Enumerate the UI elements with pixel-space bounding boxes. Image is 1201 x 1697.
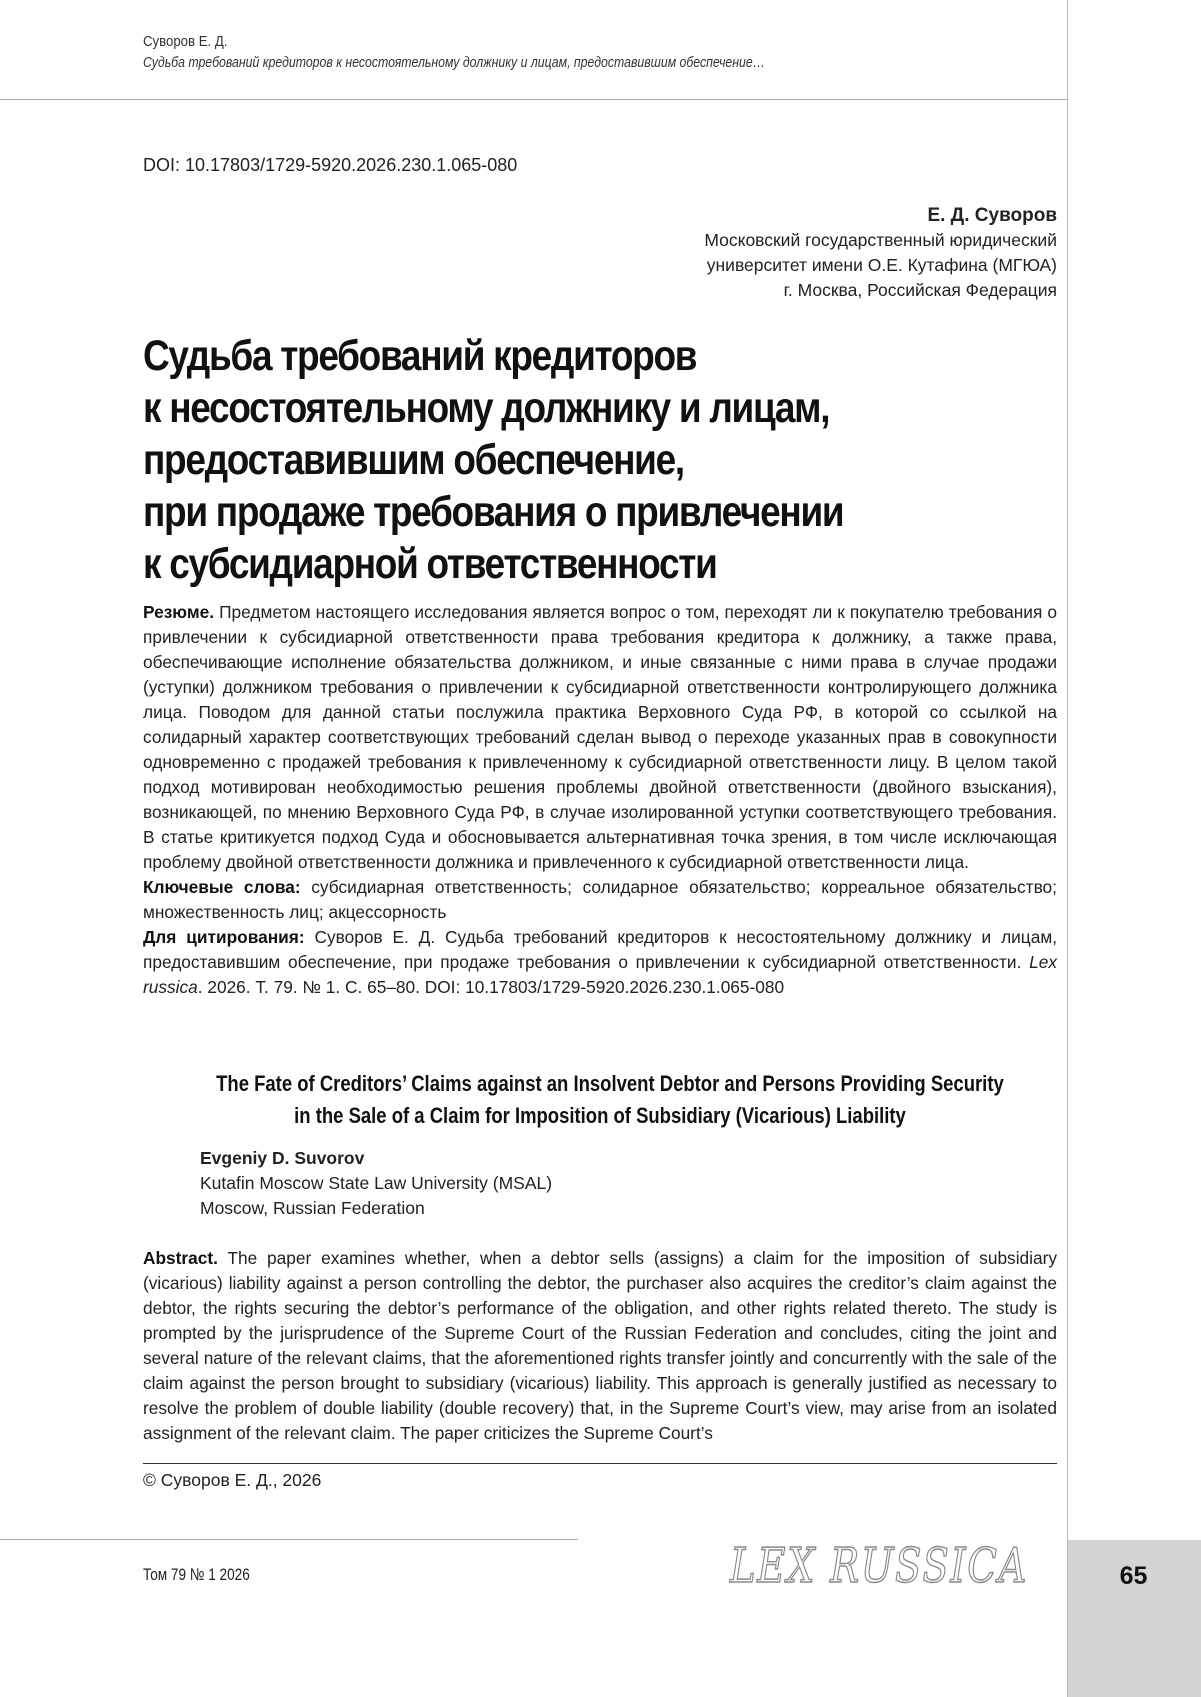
english-abstract (143, 1246, 1057, 1446)
lex-russica-logo (727, 1532, 1032, 1596)
keywords-text: субсидиарная ответственность; солидарное обязательство; корреальное обязательство; множественность лиц; акцессорность (143, 877, 1057, 922)
summary-paragraph (143, 600, 1057, 875)
affiliation-line-1: Московский государственный юридический (704, 230, 1057, 250)
page-margin-bar (1067, 0, 1201, 1697)
running-head-title: Судьба требований кредиторов к несостоятельному должнику и лицам, предоставившим обеспечение… (143, 54, 766, 71)
header-divider (0, 99, 1067, 100)
author-name: Е. Д. Суворов (927, 205, 1057, 226)
citation-text: Суворов Е. Д. Судьба требований кредиторов к несостоятельному должнику и лицам, предоставившим обеспечение, при продаже требования о привлечении к субсидиарной ответственности. (143, 927, 1057, 972)
title-line: к несостоятельному должнику и лицам, (143, 384, 830, 432)
citation-paragraph (143, 925, 1057, 1000)
summary-text: Предметом настоящего исследования является вопрос о том, переходят ли к покупателю требования о привлечении к субсидиарной ответственности права требования кредитора к должнику, а также права, обеспечивающие исполнение обязательства должником, и иные связанные с ними права в случае продажи (уступки) должником требования о привлечении к субсидиарной ответственности контролирующего должника лица. Поводом для данной статьи послужила практика Верховного Суда РФ, в которой со ссылкой на солидарный характер соответствующих требований сделан вывод о переходе указанных прав в совокупности одновременно с продажей требования к привлеченному к субсидиарной ответственности лицу. В целом такой подход мотивирован необходимостью решения проблемы двойной ответственности (двойного взыскания), возникающей, по мнению Верховного Суда РФ, в случае изолированной уступки соответствующего требования. В статье критикуется подход Суда и обосновывается альтернативная точка зрения, в том числе исключающая проблему двойной ответственности должника и привлеченного к субсидиарной ответственности лица. (143, 602, 1057, 872)
footer-divider (0, 1539, 578, 1540)
english-author-block (200, 1146, 552, 1221)
title-line: при продаже требования о привлечении (143, 488, 844, 536)
english-city: Moscow, Russian Federation (200, 1198, 425, 1218)
english-title-line: in the Sale of a Claim for Imposition of Subsidiary (Vicarious) Liability (294, 1103, 906, 1128)
volume-issue: Том 79 № 1 2026 (143, 1565, 250, 1584)
english-title-line: The Fate of Creditors’ Claims against an Insolvent Debtor and Persons Providing Security (216, 1071, 1004, 1096)
copyright: © Суворов Е. Д., 2026 (143, 1470, 322, 1490)
running-head-author: Суворов Е. Д. (143, 33, 228, 50)
abstract-label: Abstract. (143, 1248, 218, 1268)
abstract-text: The paper examines whether, when a debtor sells (assigns) a claim for the imposition of subsidiary (vicarious) liability against a person controlling the debtor, the purchaser also acquires the creditor’s claim against the debtor, the rights securing the debtor’s performance of the obligation, and other rights related thereto. The study is prompted by the jurisprudence of the Supreme Court of the Russian Federation and concludes, citing the joint and several nature of the relevant claims, that the aforementioned rights transfer jointly and concurrently with the sale of the claim against the person brought to subsidiary (vicarious) liability. This approach is generally justified as necessary to resolve the problem of double liability (double recovery) that, in the Supreme Court’s view, may arise from an isolated assignment of the relevant claim. The paper criticizes the Supreme Court’s (143, 1248, 1057, 1443)
english-author-name: Evgeniy D. Suvorov (200, 1148, 365, 1168)
title-line: к субсидиарной ответственности (143, 540, 717, 588)
summary-label: Резюме. (143, 602, 215, 622)
affiliation-city: г. Москва, Российская Федерация (783, 280, 1057, 300)
russian-summary-block (143, 600, 1057, 1000)
affiliation-line-2: университет имени О.Е. Кутафина (МГЮА) (706, 255, 1057, 275)
article-title (143, 330, 1083, 590)
citation-label: Для цитирования: (143, 927, 305, 947)
copyright-divider (143, 1463, 1057, 1464)
citation-journal: Lex russica (143, 952, 1057, 997)
title-line: Судьба требований кредиторов (143, 332, 697, 380)
keywords-paragraph (143, 875, 1057, 925)
keywords-label: Ключевые слова: (143, 877, 301, 897)
english-title (143, 1068, 1057, 1132)
title-line: предоставившим обеспечение, (143, 436, 684, 484)
author-affiliation (457, 203, 1057, 303)
logo-text: LEX RUSSICA (729, 1538, 1028, 1594)
english-affiliation: Kutafin Moscow State Law University (MSAL) (200, 1173, 553, 1193)
citation-tail: . 2026. Т. 79. № 1. С. 65–80. DOI: 10.17803/1729-5920.2026.230.1.065-080 (197, 977, 785, 997)
page-number: 65 (1119, 1562, 1148, 1590)
doi[interactable]: DOI: 10.17803/1729-5920.2026.230.1.065-080 (143, 155, 518, 175)
running-head (143, 33, 1043, 71)
